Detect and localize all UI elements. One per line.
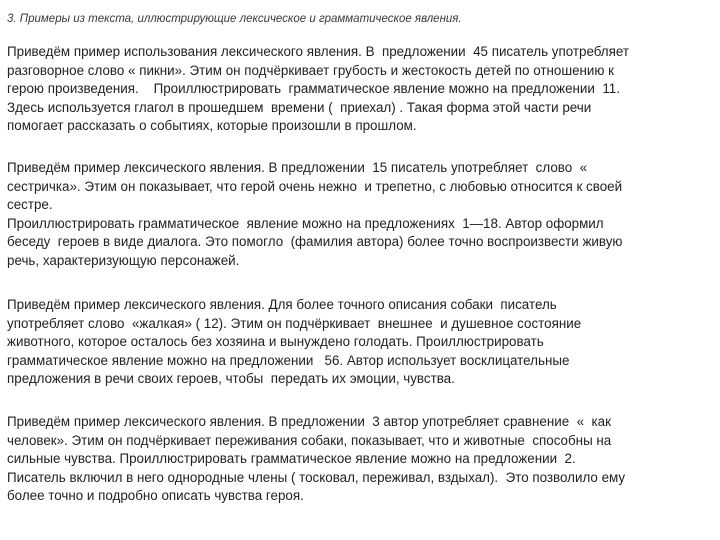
paragraph-line: речь, характеризующую персонажей. [7,252,240,268]
paragraph-line: Приведём пример лексического явления. В предложении 3 автор употребляет сравнение « как [7,414,611,429]
paragraph-line: Приведём пример использования лексического явления. В предложении 45 писатель употребляет [7,44,630,59]
paragraph-line: человек». Этим он подчёркивает переживания собаки, показывает, что и животные способны на [7,432,612,448]
paragraph-3 [7,296,713,389]
paragraph-line: разговорное слово « пикни». Этим он подчёркивает грубость и жестокость детей по отношению к [7,62,615,78]
paragraph-line: Приведём пример лексического явления. В предложении 15 писатель употребляет слово « [7,160,588,175]
paragraph-4 [7,413,713,506]
paragraph-line: животного, которое осталось без хозяина и вынуждено голодать. Проиллюстрировать [7,334,544,350]
paragraph-line: герою произведения. Проиллюстрировать грамматическое явление можно на предложении 11. [7,81,620,97]
paragraph-line: сестричка». Этим он показывает, что герой очень нежно и трепетно, с любовью относится к своей [7,178,623,194]
section-heading: 3. Примеры из текста, иллюстрирующие лексическое и грамматическое явления. [7,13,462,25]
paragraph-1 [7,43,713,136]
paragraph-line: грамматическое явление можно на предложении 56. Автор использует восклицательные [7,352,570,368]
paragraph-line: беседу героев в виде диалога. Это помогло (фамилия автора) более точно воспроизвести живую [7,234,623,250]
paragraph-line: сильные чувства. Проиллюстрировать грамматическое явление можно на предложении 2. [7,451,576,467]
paragraph-line: Приведём пример лексического явления. Для более точного описания собаки писатель [7,297,557,312]
paragraph-line: Здесь используется глагол в прошедшем времени ( приехал) . Такая форма этой части речи [7,99,592,115]
paragraph-line: Проиллюстрировать грамматическое явление можно на предложениях 1—18. Автор оформил [7,215,604,231]
paragraph-line: Писатель включил в него однородные члены ( тосковал, переживал, вздыхал). Это позволило ему [7,469,626,485]
paragraph-line: предложения в речи своих героев, чтобы передать их эмоции, чувства. [7,371,455,387]
paragraph-2 [7,159,713,271]
paragraph-line: употребляет слово «жалкая» ( 12). Этим он подчёркивает внешнее и душевное состояние [7,315,582,331]
paragraph-line: помогает рассказать о событиях, которые произошли в прошлом. [7,118,417,134]
paragraph-line: сестре. [7,197,53,213]
paragraph-line: более точно и подробно описать чувства героя. [7,488,304,504]
